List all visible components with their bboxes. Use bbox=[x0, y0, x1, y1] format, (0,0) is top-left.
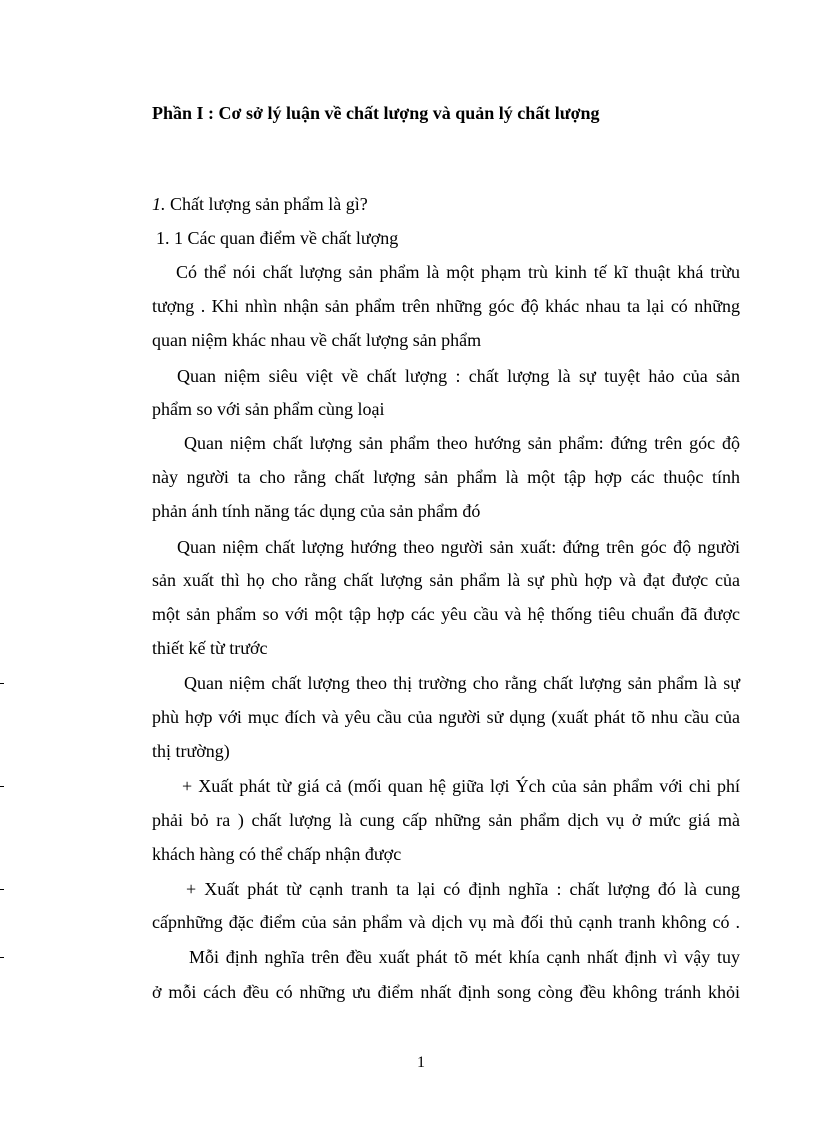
page-title: Phần I : Cơ sở lý luận về chất lượng và quản lý chất lượng bbox=[152, 103, 600, 123]
paragraph-line: Quan niệm siêu việt về chất lượng : chất lượng là sự tuyệt hảo của sản bbox=[177, 366, 740, 386]
paragraph-line: một sản phẩm so với một tập hợp các yêu cầu và hệ thống tiêu chuẩn đã được bbox=[152, 604, 740, 624]
paragraph-line: phù hợp với mục đích và yêu cầu của người sử dụng (xuất phát tõ nhu cầu của bbox=[152, 707, 740, 727]
page-number: 1 bbox=[417, 1054, 425, 1071]
section-heading bbox=[152, 193, 368, 215]
paragraph-line: này người ta cho rằng chất lượng sản phẩm là một tập hợp các thuộc tính bbox=[152, 467, 740, 487]
paragraph-line: phản ánh tính năng tác dụng của sản phẩm đó bbox=[152, 501, 481, 521]
margin-mark bbox=[0, 683, 4, 684]
paragraph-line: + Xuất phát từ giá cả (mối quan hệ giữa lợi Ých của sản phẩm với chi phí bbox=[182, 776, 740, 796]
section-title: Chất lượng sản phẩm là gì? bbox=[165, 194, 368, 214]
margin-mark bbox=[0, 786, 4, 787]
paragraph-line: cấpnhững đặc điểm của sản phẩm và dịch vụ mà đối thủ cạnh tranh không có . bbox=[152, 912, 740, 932]
paragraph-line: sản xuất thì họ cho rằng chất lượng sản phẩm là sự phù hợp và đạt được của bbox=[152, 570, 740, 590]
margin-mark bbox=[0, 957, 4, 958]
paragraph-line: Quan niệm chất lượng sản phẩm theo hướng sản phẩm: đứng trên góc độ bbox=[184, 433, 740, 453]
paragraph-line: khách hàng có thể chấp nhận được bbox=[152, 844, 402, 864]
paragraph-line: + Xuất phát từ cạnh tranh ta lại có định nghĩa : chất lượng đó là cung bbox=[186, 879, 740, 899]
paragraph-line: ở mỗi cách đều có những ưu điểm nhất định song còng đều không tránh khỏi bbox=[152, 982, 740, 1002]
paragraph-line: Quan niệm chất lượng hướng theo người sản xuất: đứng trên góc độ người bbox=[177, 537, 740, 557]
paragraph-line: quan niệm khác nhau về chất lượng sản phẩm bbox=[152, 330, 482, 350]
paragraph-line: Có thể nói chất lượng sản phẩm là một phạm trù kinh tế kĩ thuật khá trừu bbox=[176, 262, 740, 282]
paragraph-line: phải bỏ ra ) chất lượng là cung cấp những sản phẩm dịch vụ ở mức giá mà bbox=[152, 810, 740, 830]
paragraph-line: phẩm so với sản phẩm cùng loại bbox=[152, 399, 385, 419]
margin-mark bbox=[0, 889, 4, 890]
paragraph-line: Quan niệm chất lượng theo thị trường cho rằng chất lượng sản phẩm là sự bbox=[184, 673, 740, 693]
paragraph-line: thiết kế từ trước bbox=[152, 638, 268, 658]
section-number: 1. bbox=[152, 194, 166, 214]
paragraph-line: tượng . Khi nhìn nhận sản phẩm trên những góc độ khác nhau ta lại có những bbox=[152, 296, 740, 316]
paragraph-line: Mỗi định nghĩa trên đều xuất phát tõ mét khía cạnh nhất định vì vậy tuy bbox=[189, 947, 740, 967]
paragraph-line: thị trường) bbox=[152, 741, 230, 761]
subsection-heading: 1. 1 Các quan điểm về chất lượng bbox=[156, 228, 399, 248]
